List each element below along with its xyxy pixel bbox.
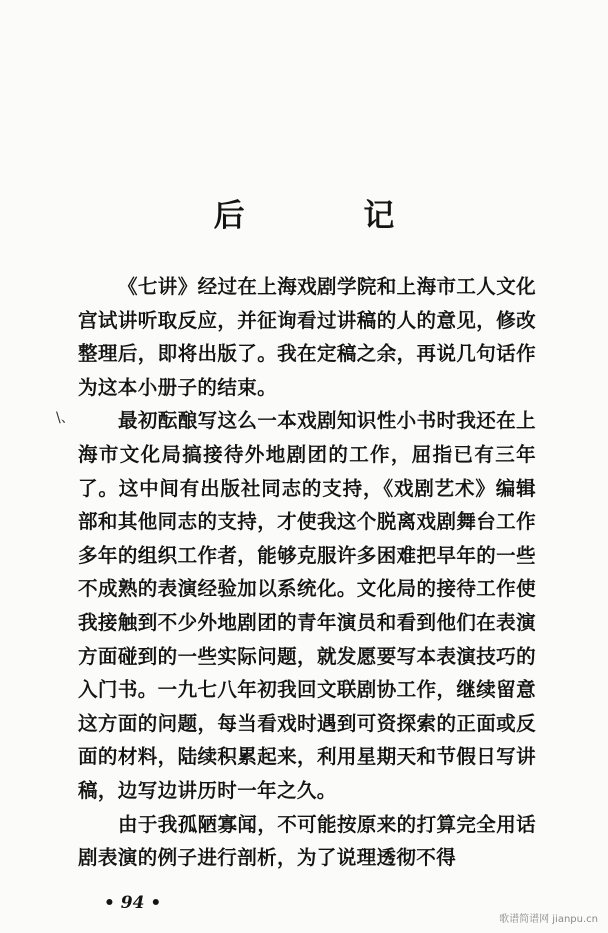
paragraph-3: 由于我孤陋寡闻，不可能按原来的打算完全用话剧表演的例子进行剖析，为了说理透彻不得 xyxy=(78,812,536,870)
body-text xyxy=(78,270,536,875)
page-number: • 94 • xyxy=(104,893,162,913)
watermark: 歌谱简谱网 jianpu.cn xyxy=(499,914,598,925)
paragraph-1: 《七讲》经过在上海戏剧学院和上海市工人文化宫试讲听取反应，并征询看过讲稿的人的意见，修改整理后，即将出版了。我在定稿之余，再说几句话作为这本小册子的结束。 xyxy=(78,275,536,399)
page-title: 后 记 xyxy=(213,198,449,234)
paragraph-2: 最初酝酿写这么一本戏剧知识性小书时我还在上海市文化局搞接待外地剧团的工作，屈指已有三年了。这中间有出版社同志的支持，《戏剧艺术》编辑部和其他同志的支持，才使我这个脱离戏剧舞台工作多年的组织工作者，能够克服许多困难把早年的一些不成熟的表演经验加以系统化。文化局的接待工作使我接触到不少外地剧团的青年演员和看到他们在表演方面碰到的一些实际问题，就发愿要写本表演技巧的入门书。一九七八年初我回文联剧协工作，继续留意这方面的问题，每当看戏时遇到可资探索的正面或反面的材料，陆续积累起来，利用星期天和节假日写讲稿，边写边讲历时一年之久。 xyxy=(78,409,536,802)
margin-mark: \、 xyxy=(56,410,75,426)
